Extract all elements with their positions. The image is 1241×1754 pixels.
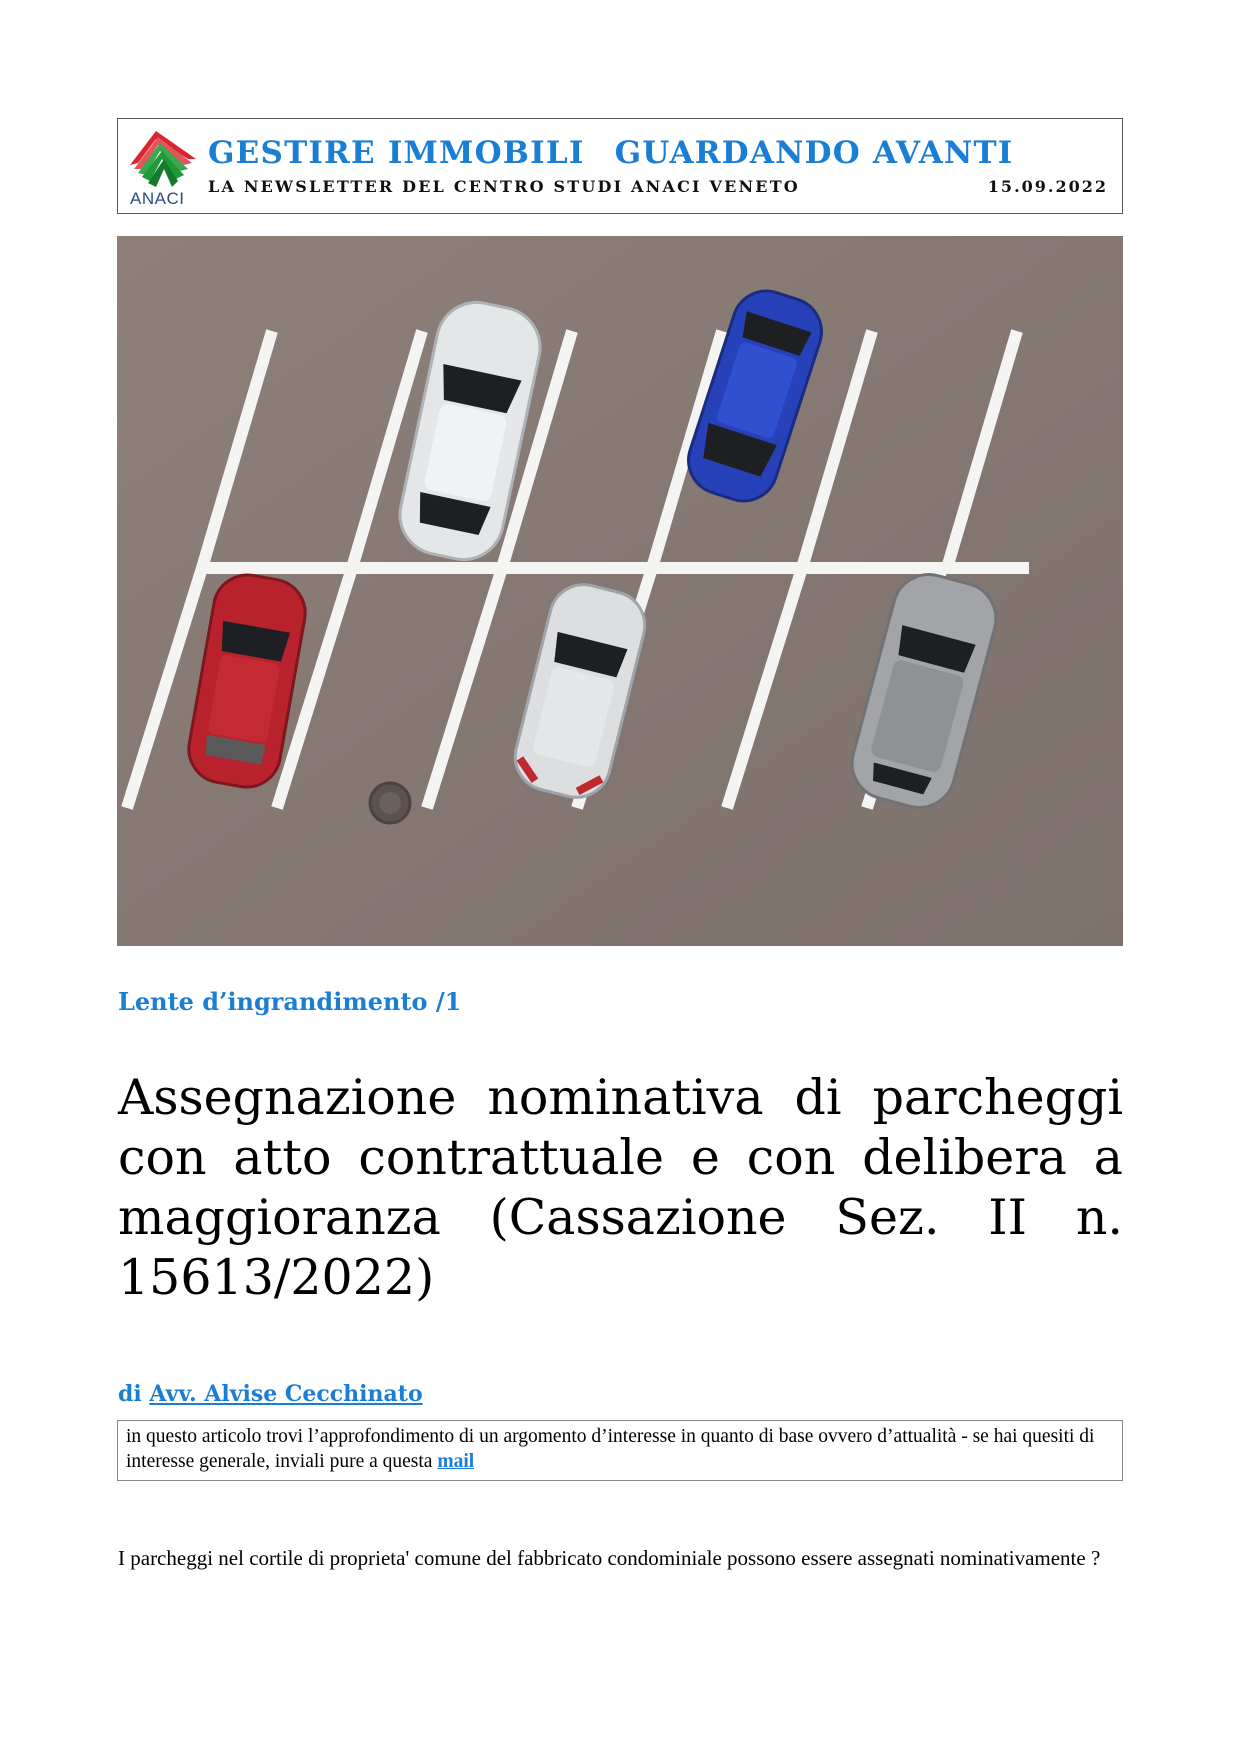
author-link[interactable]: Avv. Alvise Cecchinato (149, 1381, 423, 1407)
issue-date: 15.09.2022 (987, 177, 1108, 196)
article-headline: Assegnazione nominativa di parcheggi con atto contrattuale e con delibera a maggioranza (Cassazione Sez. II n. 15613/2022) (118, 1069, 1123, 1306)
newsletter-subtitle: LA NEWSLETTER DEL CENTRO STUDI ANACI VENETO (208, 177, 800, 196)
logo-text: ANACI (130, 189, 185, 208)
article-body: I parcheggi nel cortile di proprieta' comune del fabbricato condominiale possono essere assegnati nominativamente ? (118, 1546, 1101, 1570)
parking-lot-image (117, 236, 1123, 946)
notice-text: in questo articolo trovi l’approfondimento di un argomento d’interesse in quanto di base ovvero d’attualità - se hai quesiti di interesse generale, inviali pure a questa (126, 1426, 1095, 1472)
title-right: GUARDANDO AVANTI (614, 135, 1014, 171)
article-author (118, 1381, 423, 1407)
author-prefix: di (118, 1381, 142, 1407)
title-left: GESTIRE IMMOBILI (208, 135, 585, 171)
newsletter-title (208, 135, 1014, 171)
mail-link[interactable]: mail (437, 1451, 475, 1472)
section-label: Lente d’ingrandimento /1 (118, 987, 462, 1016)
article-notice-box (117, 1420, 1123, 1481)
newsletter-header (117, 118, 1123, 214)
